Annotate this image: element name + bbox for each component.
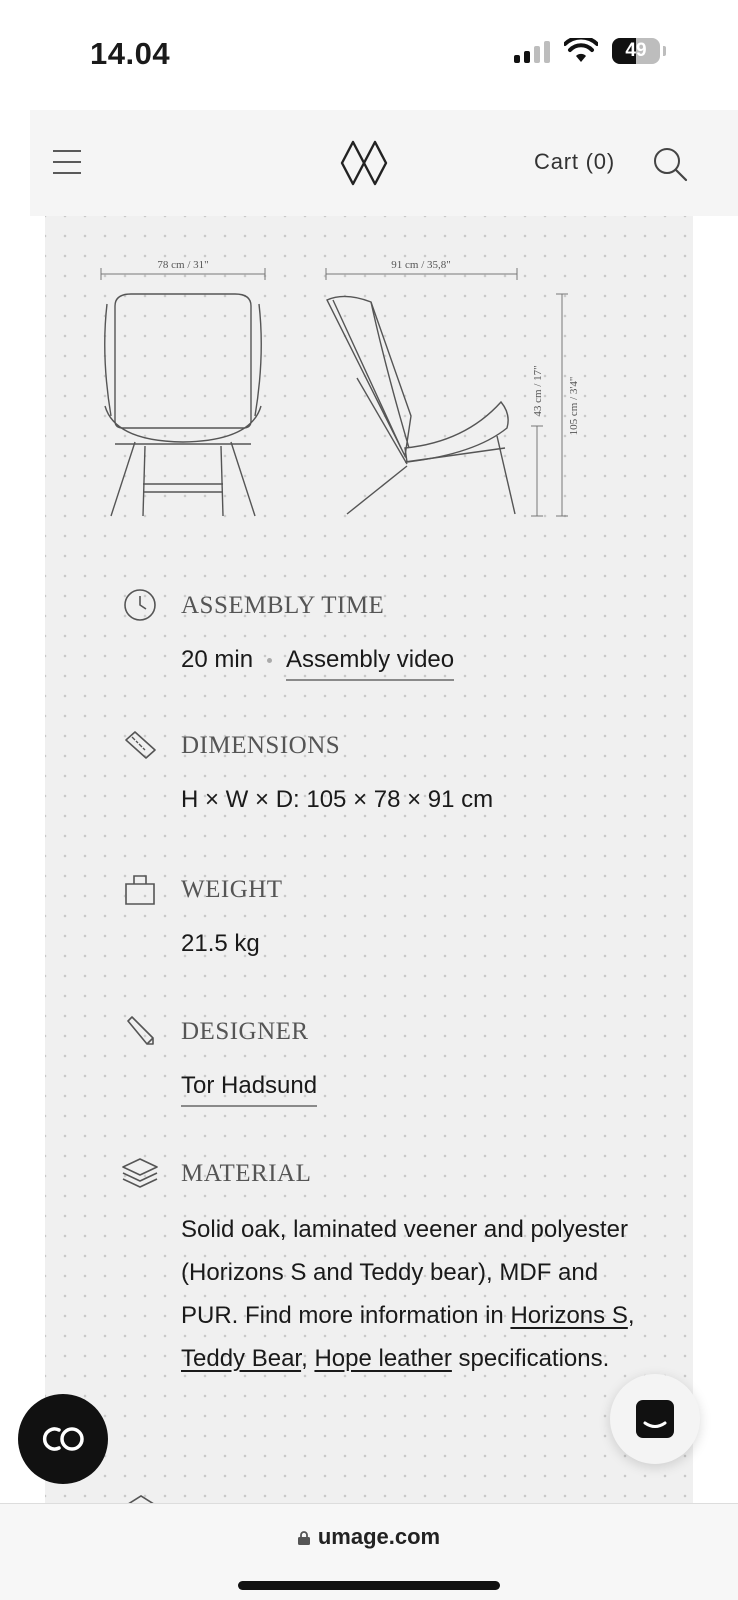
seat-height-label: 43 cm / 17" [532,365,544,417]
co-logo-icon [39,1425,87,1453]
weight-icon [123,872,157,906]
material-separator: , [627,1302,635,1329]
home-indicator [238,1581,500,1590]
status-time: 14.04 [90,36,171,71]
chat-support-button[interactable] [610,1374,700,1464]
chair-side-view [327,296,515,514]
material-description [181,1208,651,1380]
cart-link[interactable]: Cart (0) [534,149,615,174]
designer-link[interactable]: Tor Hadsund [181,1072,317,1107]
assembly-time-value: 20 min [181,646,254,673]
teddy-bear-link[interactable]: Teddy Bear [181,1345,302,1372]
chat-icon [635,1399,675,1439]
spec-title: ASSEMBLY TIME [181,592,385,619]
material-separator: , [301,1345,315,1372]
spec-title: WEIGHT [181,876,283,903]
assembly-video-link[interactable]: Assembly video [286,646,454,681]
site-header [30,110,738,216]
layers-icon [120,1156,160,1190]
material-text-end: specifications. [451,1345,610,1372]
battery-nub [663,46,666,56]
next-spec-icon [123,1494,159,1503]
battery-icon [612,38,660,64]
ruler-icon [123,728,157,762]
wifi-icon [564,38,598,64]
spec-title: DESIGNER [181,1018,309,1045]
status-icons [514,38,666,64]
spec-title: DIMENSIONS [181,732,341,759]
dimensions-value: H × W × D: 105 × 78 × 91 cm [181,786,494,813]
product-specs-panel [45,216,693,1503]
cellular-signal-icon [514,39,550,63]
weight-value: 21.5 kg [181,930,260,957]
umage-logo-icon[interactable] [340,140,388,186]
spec-title: MATERIAL [181,1160,312,1187]
hope-leather-link[interactable]: Hope leather [314,1345,452,1372]
url-display[interactable] [0,1524,738,1550]
clock-icon [123,588,157,622]
spec-value [181,1072,317,1100]
chair-dimension-diagram [45,216,693,546]
chair-front-view [105,294,262,516]
side-depth-label: 91 cm / 35,8" [391,259,451,271]
status-bar [0,0,738,110]
co-floating-button[interactable] [18,1394,108,1484]
pencil-icon [123,1014,157,1048]
front-width-label: 78 cm / 31" [157,259,209,271]
horizons-s-link[interactable]: Horizons S [510,1302,628,1329]
dot-separator [267,658,272,663]
lock-icon [298,1531,310,1545]
spec-value [181,646,454,674]
search-icon[interactable] [652,146,688,182]
hamburger-menu-icon[interactable] [52,148,82,176]
url-text: umage.com [317,1524,441,1549]
battery-percent: 49 [625,40,647,61]
total-height-label: 105 cm / 3'4" [568,376,580,436]
browser-url-bar[interactable] [0,1503,738,1600]
material-text: Solid oak, laminated veener and polyester (Horizons S and Teddy bear), MDF and PUR. Find more information in [181,1216,628,1329]
